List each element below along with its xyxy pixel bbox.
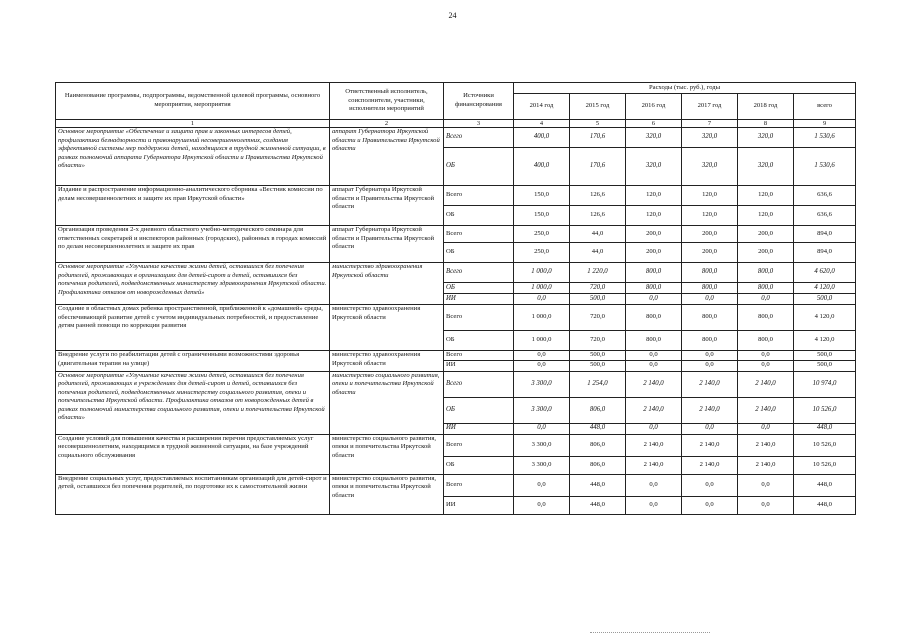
table-row	[56, 371, 856, 397]
year-value: 0,0	[626, 496, 682, 514]
year-value: 3 300,0	[514, 371, 570, 397]
activity-title: Создание в областных домах ребенка пространственной, приближенной к «домашней» среды, обеспечивающей развитие детей с учетом индивидуальных потребностей, и предоставление детям ранней помощи по коррекции развития	[56, 305, 330, 351]
responsible-executor: министерство здравоохранения Иркутской области	[330, 263, 444, 305]
year-value: 250,0	[514, 243, 570, 263]
total-value: 448,0	[794, 423, 856, 434]
total-value: 10 526,0	[794, 456, 856, 474]
year-value: 1 000,0	[514, 263, 570, 283]
table-row	[56, 305, 856, 331]
year-value: 0,0	[514, 496, 570, 514]
year-value: 44,0	[570, 226, 626, 243]
year-value: 120,0	[738, 206, 794, 226]
year-value: 0,0	[738, 360, 794, 371]
header-year: 2018 год	[738, 94, 794, 120]
total-value: 1 530,6	[794, 148, 856, 186]
header-name-col: Наименование программы, подпрограммы, ведомственной целевой программы, основного мероприятия, мероприятия	[56, 83, 330, 120]
total-value: 894,0	[794, 243, 856, 263]
year-value: 500,0	[570, 351, 626, 361]
column-number-row	[56, 120, 856, 128]
funding-source: ОБ	[444, 243, 514, 263]
year-value: 2 140,0	[738, 397, 794, 423]
year-value: 0,0	[626, 351, 682, 361]
funding-source: Всего	[444, 263, 514, 283]
activity-title: Создание условий для повышения качества и расширения перечня предоставляемых услуг несовершеннолетним, находящимся в трудной жизненной ситуации, на базе учреждений социального обслуживания	[56, 434, 330, 474]
total-value: 636,6	[794, 186, 856, 206]
table-row	[56, 186, 856, 206]
funding-source: ОБ	[444, 397, 514, 423]
year-value: 2 140,0	[682, 434, 738, 456]
table-row	[56, 351, 856, 361]
year-value: 448,0	[570, 496, 626, 514]
total-value: 1 530,6	[794, 128, 856, 148]
year-value: 126,6	[570, 206, 626, 226]
year-value: 0,0	[626, 474, 682, 496]
year-value: 800,0	[626, 331, 682, 351]
funding-source: ОБ	[444, 206, 514, 226]
year-value: 0,0	[626, 360, 682, 371]
column-number: 4	[514, 120, 570, 128]
year-value: 800,0	[738, 263, 794, 283]
year-value: 200,0	[682, 226, 738, 243]
year-value: 1 000,0	[514, 305, 570, 331]
funding-source: Всего	[444, 474, 514, 496]
year-value: 1 000,0	[514, 283, 570, 294]
year-value: 2 140,0	[738, 371, 794, 397]
year-value: 800,0	[682, 283, 738, 294]
year-value: 400,0	[514, 128, 570, 148]
total-value: 448,0	[794, 496, 856, 514]
table-row	[56, 263, 856, 283]
table-row	[56, 474, 856, 496]
year-value: 2 140,0	[682, 456, 738, 474]
year-value: 0,0	[682, 360, 738, 371]
year-value: 0,0	[738, 351, 794, 361]
column-number: 8	[738, 120, 794, 128]
total-value: 636,6	[794, 206, 856, 226]
table-row	[56, 128, 856, 148]
year-value: 3 300,0	[514, 397, 570, 423]
year-value: 120,0	[738, 186, 794, 206]
year-value: 320,0	[626, 128, 682, 148]
activity-title: Внедрение социальных услуг, предоставляемых воспитанникам организаций для детей-сирот и детей, оставшихся без попечения родителей, по подготовке их к самостоятельной жизни	[56, 474, 330, 514]
year-value: 150,0	[514, 186, 570, 206]
year-value: 2 140,0	[626, 371, 682, 397]
year-value: 200,0	[626, 226, 682, 243]
responsible-executor: аппарат Губернатора Иркутской области и Правительства Иркутской области	[330, 226, 444, 263]
year-value: 320,0	[682, 148, 738, 186]
year-value: 1 000,0	[514, 331, 570, 351]
year-value: 200,0	[738, 243, 794, 263]
year-value: 0,0	[738, 294, 794, 305]
header-expenses: Расходы (тыс. руб.), годы	[514, 83, 856, 94]
year-value: 2 140,0	[738, 434, 794, 456]
table-row	[56, 434, 856, 456]
funding-source: Всего	[444, 305, 514, 331]
funding-source: ИИ	[444, 360, 514, 371]
year-value: 2 140,0	[682, 371, 738, 397]
header-source-col: Источники финансирования	[444, 83, 514, 120]
total-value: 4 120,0	[794, 305, 856, 331]
page-number: 24	[448, 11, 457, 20]
year-value: 0,0	[682, 351, 738, 361]
year-value: 200,0	[626, 243, 682, 263]
year-value: 800,0	[738, 331, 794, 351]
year-value: 1 254,0	[570, 371, 626, 397]
header-year: 2015 год	[570, 94, 626, 120]
funding-source: ИИ	[444, 496, 514, 514]
funding-source: ОБ	[444, 331, 514, 351]
column-number: 1	[56, 120, 330, 128]
activity-title: Основное мероприятие «Улучшение качества жизни детей, оставшихся без попечения родителей, проживающих в учреждениях для детей-сирот и детей, оставшихся без попечения родителей, подведомственных министерству социального развития, опеки и попечительства Иркутской области. Профилактика отказов от новорожденных детей в рамках полномочий министерства социального развития, опеки и попечительства Иркутской области»	[56, 371, 330, 434]
table-body	[56, 128, 856, 515]
year-value: 0,0	[514, 351, 570, 361]
year-value: 500,0	[570, 294, 626, 305]
funding-source: Всего	[444, 434, 514, 456]
year-value: 800,0	[682, 263, 738, 283]
year-value: 800,0	[682, 305, 738, 331]
header-year: 2017 год	[682, 94, 738, 120]
year-value: 720,0	[570, 283, 626, 294]
column-number: 3	[444, 120, 514, 128]
funding-source: ОБ	[444, 283, 514, 294]
funding-source: ИИ	[444, 423, 514, 434]
year-value: 720,0	[570, 305, 626, 331]
year-value: 320,0	[626, 148, 682, 186]
responsible-executor: аппарат Губернатора Иркутской области и Правительства Иркутской области	[330, 128, 444, 186]
year-value: 126,6	[570, 186, 626, 206]
year-value: 0,0	[738, 496, 794, 514]
year-value: 448,0	[570, 423, 626, 434]
year-value: 806,0	[570, 397, 626, 423]
year-value: 2 140,0	[626, 397, 682, 423]
year-value: 720,0	[570, 331, 626, 351]
column-number: 6	[626, 120, 682, 128]
year-value: 800,0	[682, 331, 738, 351]
header-year: 2014 год	[514, 94, 570, 120]
year-value: 800,0	[738, 305, 794, 331]
activity-title: Основное мероприятие «Улучшение качества жизни детей, оставшихся без попечения родителей, проживающих в организациях для детей-сирот и детей, оставшихся без попечения родителей, подведомственных министерству здравоохранения Иркутской области. Профилактика отказов от новорожденных детей»	[56, 263, 330, 305]
year-value: 0,0	[738, 474, 794, 496]
year-value: 320,0	[738, 128, 794, 148]
responsible-executor: министерство здравоохранения Иркутской области	[330, 305, 444, 351]
total-value: 10 526,0	[794, 434, 856, 456]
activity-title: Основное мероприятие «Обеспечение и защита прав и законных интересов детей, профилактика безнадзорности и правонарушений несовершеннолетних, создания эффективной системы мер поддержки детей, находящихся в трудной жизненной ситуации, в рамках полномочий аппарата Губернатора Иркутской области и Правительства Иркутской области»	[56, 128, 330, 186]
year-value: 448,0	[570, 474, 626, 496]
total-value: 500,0	[794, 360, 856, 371]
year-value: 0,0	[682, 496, 738, 514]
year-value: 150,0	[514, 206, 570, 226]
funding-source: ОБ	[444, 456, 514, 474]
year-value: 800,0	[738, 283, 794, 294]
column-number: 7	[682, 120, 738, 128]
year-value: 2 140,0	[626, 434, 682, 456]
year-value: 0,0	[682, 474, 738, 496]
column-number: 9	[794, 120, 856, 128]
year-value: 3 300,0	[514, 456, 570, 474]
year-value: 120,0	[682, 186, 738, 206]
year-value: 0,0	[626, 423, 682, 434]
year-value: 200,0	[682, 243, 738, 263]
year-value: 3 300,0	[514, 434, 570, 456]
responsible-executor: аппарат Губернатора Иркутской области и Правительства Иркутской области	[330, 186, 444, 226]
total-value: 4 120,0	[794, 331, 856, 351]
header-total: всего	[794, 94, 856, 120]
activity-title: Внедрение услуги по реабилитации детей с ограниченными возможностями здоровья (двигательная терапия на улице)	[56, 351, 330, 372]
total-value: 4 620,0	[794, 263, 856, 283]
year-value: 120,0	[626, 186, 682, 206]
activity-title: Издание и распространение информационно-аналитического сборника «Вестник комиссии по делам несовершеннолетних и защите их прав Иркутской области»	[56, 186, 330, 226]
column-number: 5	[570, 120, 626, 128]
year-value: 500,0	[570, 360, 626, 371]
year-value: 120,0	[626, 206, 682, 226]
responsible-executor: министерство социального развития, опеки и попечительства Иркутской области	[330, 474, 444, 514]
year-value: 250,0	[514, 226, 570, 243]
header-year: 2016 год	[626, 94, 682, 120]
year-value: 800,0	[626, 305, 682, 331]
year-value: 800,0	[626, 283, 682, 294]
total-value: 10 526,0	[794, 397, 856, 423]
year-value: 2 140,0	[626, 456, 682, 474]
year-value: 120,0	[682, 206, 738, 226]
year-value: 170,6	[570, 148, 626, 186]
total-value: 500,0	[794, 294, 856, 305]
year-value: 400,0	[514, 148, 570, 186]
table-header	[56, 83, 856, 128]
budget-table	[55, 82, 856, 515]
responsible-executor: министерство здравоохранения Иркутской области	[330, 351, 444, 372]
funding-source: Всего	[444, 351, 514, 361]
year-value: 0,0	[514, 360, 570, 371]
responsible-executor: министерство социального развития, опеки и попечительства Иркутской области	[330, 434, 444, 474]
funding-source: Всего	[444, 186, 514, 206]
year-value: 2 140,0	[738, 456, 794, 474]
year-value: 806,0	[570, 434, 626, 456]
year-value: 2 140,0	[682, 397, 738, 423]
funding-source: Всего	[444, 128, 514, 148]
funding-source: ИИ	[444, 294, 514, 305]
year-value: 0,0	[514, 474, 570, 496]
total-value: 10 974,0	[794, 371, 856, 397]
year-value: 170,6	[570, 128, 626, 148]
year-value: 0,0	[514, 423, 570, 434]
year-value: 200,0	[738, 226, 794, 243]
year-value: 0,0	[514, 294, 570, 305]
year-value: 0,0	[626, 294, 682, 305]
responsible-executor: министерство социального развития, опеки и попечительства Иркутской области	[330, 371, 444, 434]
funding-source: ОБ	[444, 148, 514, 186]
year-value: 806,0	[570, 456, 626, 474]
year-value: 800,0	[626, 263, 682, 283]
funding-source: Всего	[444, 371, 514, 397]
activity-title: Организация проведения 2-х дневного областного учебно-методического семинара для ответственных секретарей и инспекторов районных (городских), районных в городах комиссий по делам несовершеннолетних и защите их прав	[56, 226, 330, 263]
funding-source: Всего	[444, 226, 514, 243]
scan-artifact	[590, 632, 710, 635]
year-value: 320,0	[738, 148, 794, 186]
total-value: 500,0	[794, 351, 856, 361]
year-value: 0,0	[682, 294, 738, 305]
year-value: 0,0	[738, 423, 794, 434]
header-responsible-col: Ответственный исполнитель, соисполнители, участники, исполнители мероприятий	[330, 83, 444, 120]
total-value: 448,0	[794, 474, 856, 496]
year-value: 44,0	[570, 243, 626, 263]
total-value: 894,0	[794, 226, 856, 243]
year-value: 320,0	[682, 128, 738, 148]
column-number: 2	[330, 120, 444, 128]
total-value: 4 120,0	[794, 283, 856, 294]
table-row	[56, 226, 856, 243]
year-value: 1 220,0	[570, 263, 626, 283]
year-value: 0,0	[682, 423, 738, 434]
